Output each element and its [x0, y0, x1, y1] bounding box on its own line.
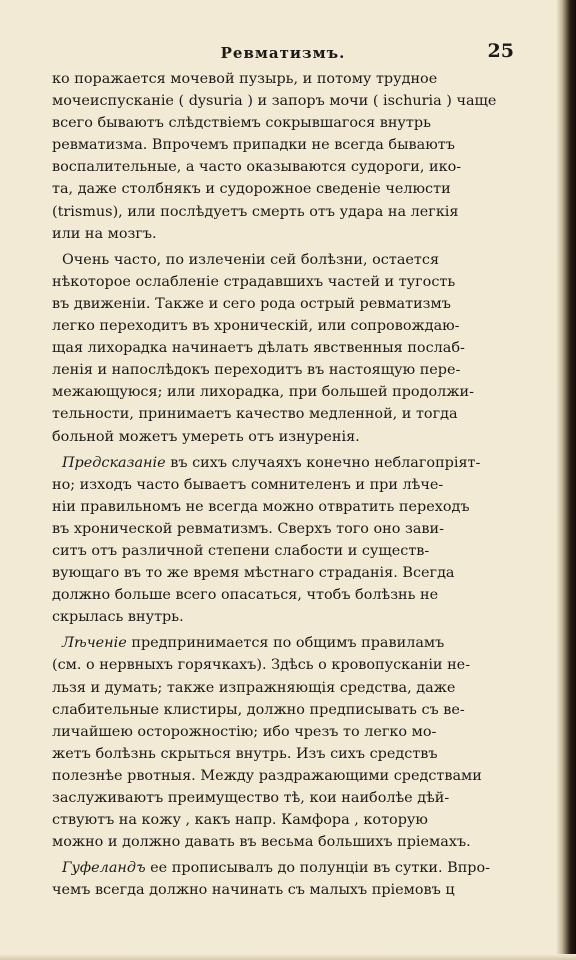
paragraph — [52, 68, 514, 245]
line-text: ее прописывалъ до полунціи въ сутки. Впро- — [145, 860, 491, 877]
running-title: Ревматизмъ. — [220, 44, 346, 62]
line-text: можно и должно давать въ весьма большихъ пріемахъ. — [52, 834, 471, 851]
italic-lead-word: Лѣченіе — [62, 635, 127, 652]
paragraph — [52, 632, 514, 853]
text-line — [52, 496, 514, 518]
text-line — [52, 403, 514, 425]
italic-lead-word: Гуфеландъ — [62, 860, 146, 877]
text-line — [52, 699, 514, 721]
text-line — [52, 249, 514, 271]
text-line — [52, 721, 514, 743]
line-text: (см. о нервныхъ горячкахъ). Здѣсь о кровопусканіи не- — [52, 657, 471, 674]
text-line — [52, 765, 514, 787]
line-text: скрылась внутрь. — [52, 609, 184, 626]
page-header — [52, 38, 514, 68]
line-text: жетъ болѣзнь скрыться внутрь. Изъ сихъ средствъ — [52, 745, 438, 762]
text-line — [52, 337, 514, 359]
line-text: (trismus), или послѣдуетъ смерть отъ удара на легкія — [52, 203, 459, 220]
page-number: 25 — [487, 40, 514, 62]
line-text: межающуюся; или лихорадка, при большей продолжи- — [52, 384, 474, 401]
line-text: должно больше всего опасаться, чтобъ болѣзнь не — [52, 587, 439, 604]
line-text: въ хронической ревматизмъ. Сверхъ того оно зави- — [52, 520, 444, 537]
scan-edge-bottom — [0, 954, 576, 960]
line-text: мочеиспусканіе ( dysuria ) и запоръ мочи ( ischuria ) чаще — [52, 93, 497, 110]
line-text: ленія и напослѣдокъ переходитъ въ настоящую пере- — [52, 362, 461, 379]
paragraph — [52, 249, 514, 448]
line-text: полезнѣе рвотныя. Между раздражающими средствами — [52, 767, 482, 784]
line-text: вующаго въ то же время мѣстнаго страданія. Всегда — [52, 565, 455, 582]
italic-lead-word: Предсказаніе — [62, 454, 166, 471]
text-line — [52, 359, 514, 381]
text-line — [52, 68, 514, 90]
text-line — [52, 831, 514, 853]
line-text: или на мозгъ. — [52, 225, 157, 242]
text-line — [52, 178, 514, 200]
text-line — [52, 540, 514, 562]
line-text: всего бываютъ слѣдствіемъ сокрывшагося внутрь — [52, 115, 431, 132]
text-line — [52, 584, 514, 606]
line-text: въ сихъ случаяхъ конечно неблагопріят- — [165, 454, 481, 471]
line-text: Очень часто, по излеченіи сей болѣзни, остается — [62, 251, 440, 268]
text-line — [52, 677, 514, 699]
text-line — [52, 743, 514, 765]
paragraph — [52, 452, 514, 629]
text-line — [52, 156, 514, 178]
line-text: ко поражается мочевой пузырь, и потому трудное — [52, 71, 438, 87]
line-text: слабительные клистиры, должно предписывать съ ве- — [52, 701, 465, 718]
line-text: щая лихорадка начинаетъ дѣлать явственныя послаб- — [52, 340, 465, 357]
line-text: та, даже столбнякъ и судорожное сведеніе челюсти — [52, 181, 451, 198]
line-text: въ движеніи. Также и сего рода острый ревматизмъ — [52, 295, 451, 312]
line-text: льзя и думать; также изпражняющія средства, даже — [52, 679, 456, 696]
text-line — [52, 112, 514, 134]
text-line — [52, 271, 514, 293]
line-text: ствуютъ на кожу , какъ напр. Камфора , которую — [52, 812, 428, 829]
text-line — [52, 857, 514, 879]
line-text: ніи правильномъ не всегда можно отвратить переходъ — [52, 498, 470, 515]
paragraph — [52, 857, 514, 901]
text-line — [52, 654, 514, 676]
line-text: нѣкоторое ослабленіе страдавшихъ частей и тугость — [52, 273, 456, 290]
text-line — [52, 562, 514, 584]
text-line — [52, 201, 514, 223]
text-line — [52, 606, 514, 628]
book-page — [52, 38, 514, 901]
text-line — [52, 787, 514, 809]
text-line — [52, 293, 514, 315]
text-line — [52, 381, 514, 403]
body-text — [52, 68, 514, 901]
text-line — [52, 90, 514, 112]
text-line — [52, 223, 514, 245]
text-line — [52, 474, 514, 496]
line-text: больной можетъ умереть отъ изнуренія. — [52, 428, 360, 445]
line-text: ситъ отъ различной степени слабости и существ- — [52, 542, 430, 559]
scan-edge-right — [556, 0, 576, 960]
line-text: личайшею осторожностію; ибо чрезъ то легко мо- — [52, 723, 437, 740]
text-line — [52, 315, 514, 337]
line-text: легко переходитъ въ хроническій, или сопровождаю- — [52, 318, 460, 335]
line-text: тельности, принимаетъ качество медленной, и тогда — [52, 406, 458, 423]
line-text: ревматизма. Впрочемъ припадки не всегда бываютъ — [52, 137, 455, 154]
line-text: заслуживаютъ преимущество тѣ, кои наиболѣе дѣй- — [52, 790, 450, 806]
line-text: чемъ всегда должно начинать съ малыхъ пріемовъ ц — [52, 882, 455, 899]
line-text: воспалительные, а часто оказываются судороги, ико- — [52, 159, 462, 176]
text-line — [52, 632, 514, 654]
text-line — [52, 518, 514, 540]
text-line — [52, 134, 514, 156]
line-text: предпринимается по общимъ правиламъ — [126, 635, 445, 652]
text-line — [52, 879, 514, 901]
text-line — [52, 452, 514, 474]
text-line — [52, 809, 514, 831]
line-text: но; изходъ часто бываетъ сомнителенъ и при лѣче- — [52, 476, 444, 493]
text-line — [52, 426, 514, 448]
